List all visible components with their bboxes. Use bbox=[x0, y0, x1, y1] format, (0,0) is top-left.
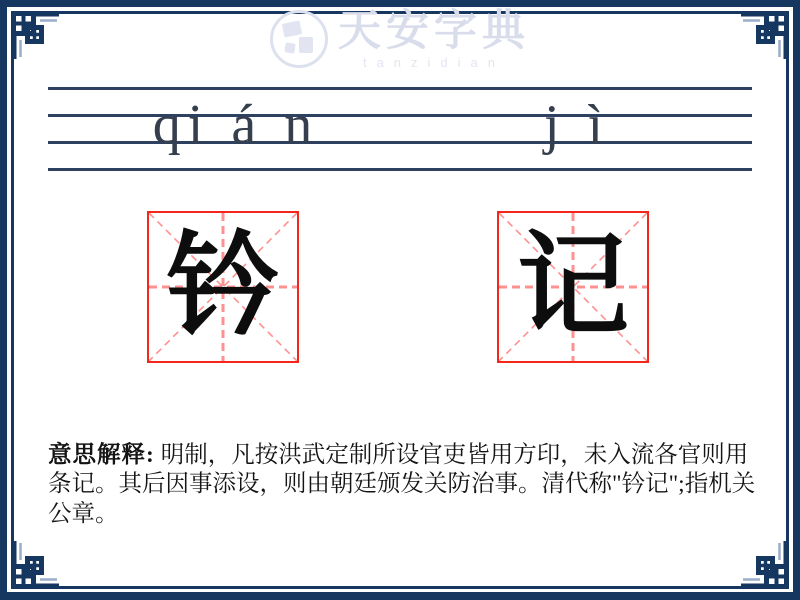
logo-text-block bbox=[338, 10, 530, 70]
corner-ornament-top-right bbox=[741, 3, 797, 59]
fretwork-icon bbox=[3, 3, 59, 59]
logo-subtitle: tanzidian bbox=[362, 55, 506, 70]
hanzi-glyph-qian: 钤 bbox=[167, 225, 279, 349]
corner-ornament-top-left bbox=[3, 3, 59, 59]
hanzi-glyph-ji: 记 bbox=[517, 225, 629, 349]
site-logo[interactable] bbox=[270, 10, 530, 70]
fretwork-icon bbox=[741, 3, 797, 59]
pinyin-grid-line bbox=[48, 87, 752, 90]
fretwork-icon bbox=[741, 541, 797, 597]
frame-band-right bbox=[793, 0, 800, 600]
pinyin-syllable-ji: j ì bbox=[543, 94, 611, 156]
pinyin-grid-line bbox=[48, 168, 752, 171]
logo-seal-icon bbox=[270, 10, 328, 68]
definition-paragraph bbox=[48, 441, 762, 530]
fretwork-icon bbox=[3, 541, 59, 597]
frame-band-top bbox=[0, 0, 800, 7]
logo-title: 天安字典 bbox=[338, 8, 530, 55]
corner-ornament-bottom-right bbox=[741, 541, 797, 597]
corner-ornament-bottom-left bbox=[3, 541, 59, 597]
hanzi-box-2 bbox=[497, 211, 649, 363]
frame-band-bottom bbox=[0, 592, 800, 600]
frame-band-left bbox=[0, 0, 7, 600]
pinyin-syllable-qian: qi á n bbox=[152, 94, 320, 156]
definition-text: 明制，凡按洪武定制所设官吏皆用方印，未入流各官则用条记。其后因事添设，则由朝廷颁发关防治事。清代称"钤记";指机关公章。 bbox=[48, 441, 756, 527]
definition-label: 意思解释: bbox=[48, 441, 155, 468]
hanzi-box-1 bbox=[147, 211, 299, 363]
